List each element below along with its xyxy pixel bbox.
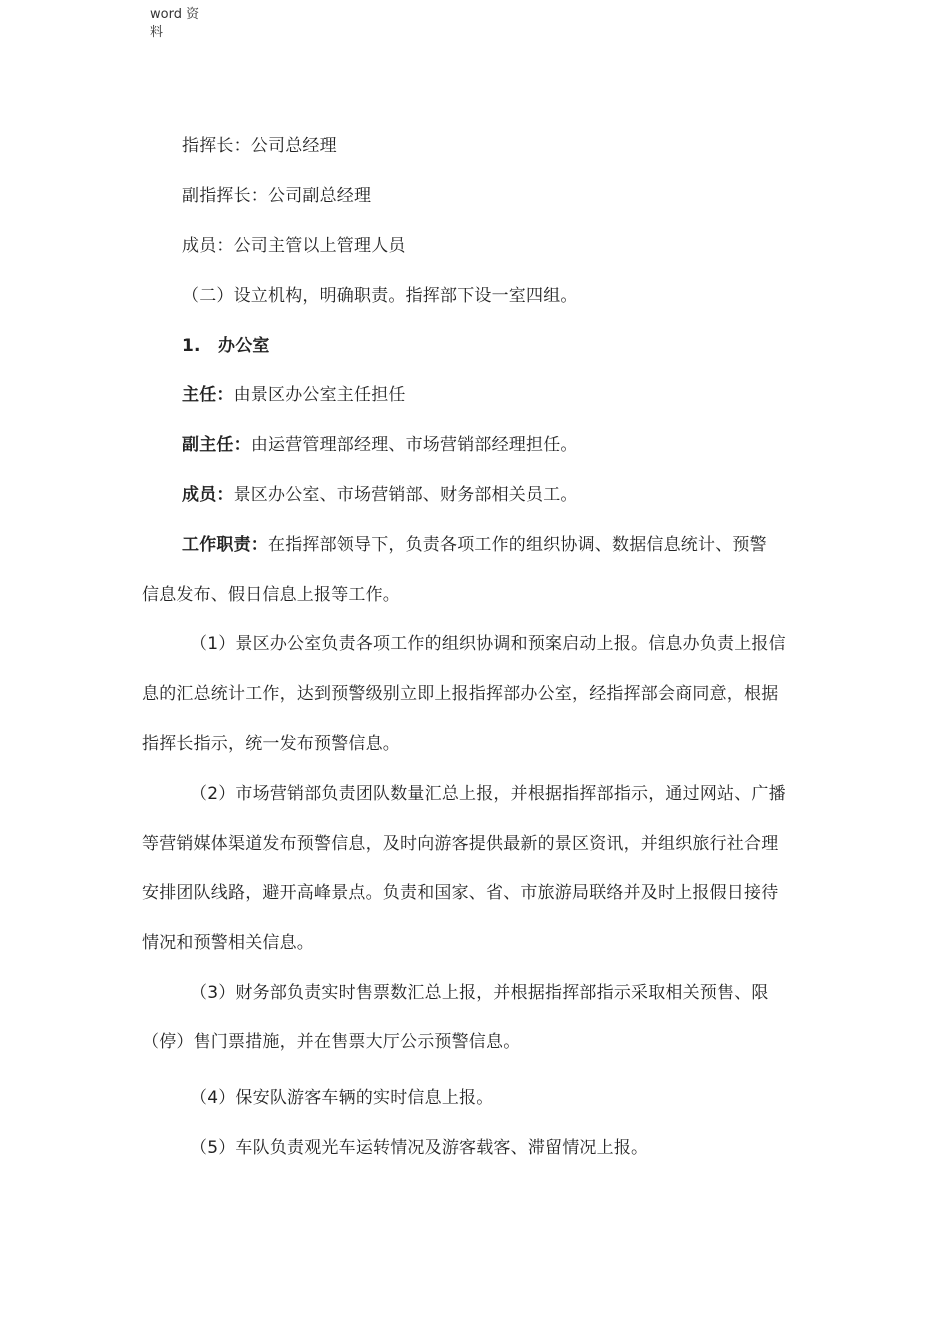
duty-label: 工作职责：	[182, 535, 268, 555]
item2-line-3: 安排团队线路，避开高峰景点。负责和国家、省、市旅游局联络并及时上报假日接待	[142, 883, 779, 903]
organization-setup-line: （二）设立机构，明确职责。指挥部下设一室四组。	[182, 286, 578, 306]
director-label: 主任：	[182, 385, 234, 405]
item5-line: （5）车队负责观光车运转情况及游客载客、滞留情况上报。	[190, 1138, 649, 1158]
section-number: 1.	[182, 336, 201, 356]
item3-line-1: （3）财务部负责实时售票数汇总上报，并根据指挥部指示采取相关预售、限	[190, 983, 769, 1003]
deputy-label: 副主任：	[182, 435, 251, 455]
director-text: 由景区办公室主任担任	[233, 385, 406, 405]
members-text: 景区办公室、市场营销部、财务部相关员工。	[233, 485, 578, 505]
duty-line-2: 信息发布、假日信息上报等工作。	[142, 585, 400, 605]
item1-line-3: 指挥长指示，统一发布预警信息。	[142, 734, 400, 754]
item1-line-2: 息的汇总统计工作，达到预警级别立即上报指挥部办公室，经指挥部会商同意，根据	[142, 684, 779, 704]
office-members-line	[182, 483, 578, 507]
item2-line-1: （2）市场营销部负责团队数量汇总上报，并根据指挥部指示，通过网站、广播	[190, 784, 786, 804]
commander-members-line: 成员：公司主管以上管理人员	[182, 236, 406, 256]
item4-line: （4）保安队游客车辆的实时信息上报。	[190, 1088, 494, 1108]
item1-line-1: （1）景区办公室负责各项工作的组织协调和预案启动上报。信息办负责上报信	[190, 634, 786, 654]
deputy-commander-line: 副指挥长：公司副总经理	[182, 186, 372, 206]
item2-line-2: 等营销媒体渠道发布预警信息，及时向游客提供最新的景区资讯，并组织旅行社合理	[142, 834, 779, 854]
office-director-line	[182, 383, 406, 407]
commander-line: 指挥长：公司总经理	[182, 136, 337, 156]
duty-line-1	[182, 533, 767, 557]
document-source-note: word 资料	[150, 7, 200, 40]
item2-line-4: 情况和预警相关信息。	[142, 933, 314, 953]
office-deputy-line	[182, 433, 578, 457]
item3-line-2: （停）售门票措施，并在售票大厅公示预警信息。	[142, 1032, 521, 1052]
duty-text: 在指挥部领导下，负责各项工作的组织协调、数据信息统计、预警	[268, 535, 767, 555]
section-heading-office	[182, 334, 270, 358]
section-title: 办公室	[218, 336, 270, 356]
deputy-text: 由运营管理部经理、市场营销部经理担任。	[250, 435, 578, 455]
members-label: 成员：	[182, 485, 234, 505]
